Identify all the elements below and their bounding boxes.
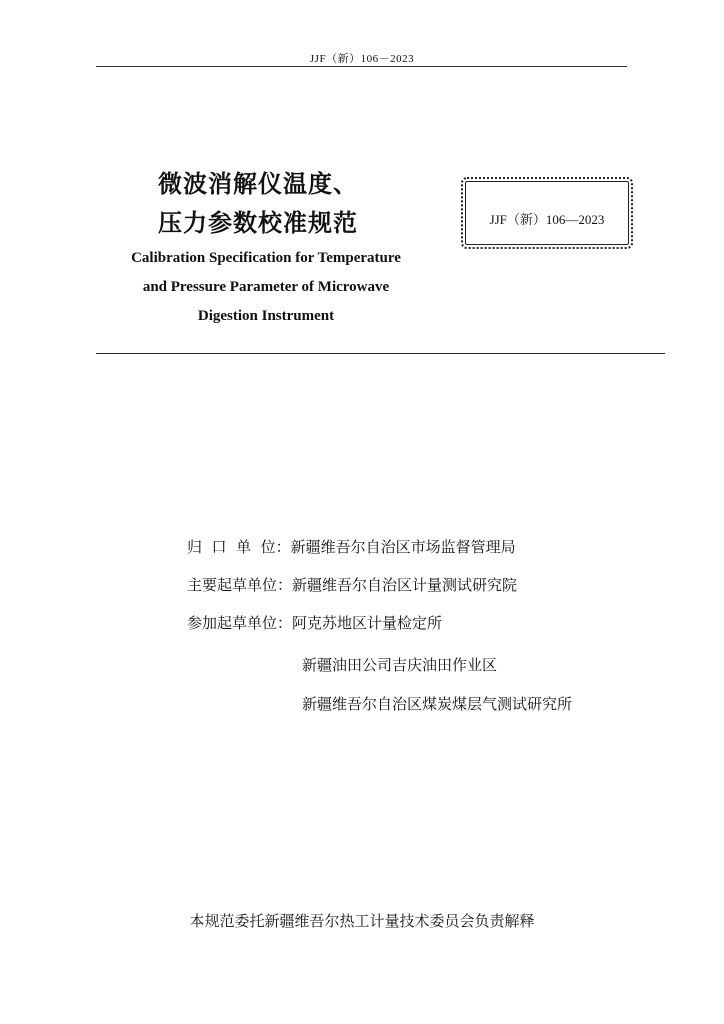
document-code-box xyxy=(461,177,633,249)
title-chinese-line-2: 压力参数校准规范 xyxy=(158,209,358,237)
header-document-code: JJF（新）106－2023 xyxy=(309,53,415,65)
title-english-line-1: Calibration Specification for Temperature xyxy=(131,250,401,266)
responsible-unit-value: 新疆维吾尔自治区市场监督管理局 xyxy=(290,538,516,556)
main-drafting-unit-label: 主要起草单位： xyxy=(187,576,293,594)
title-english-line-2: and Pressure Parameter of Microwave xyxy=(142,279,390,295)
interpretation-note: 本规范委托新疆维吾尔热工计量技术委员会负责解释 xyxy=(189,912,535,930)
title-english-line-3: Digestion Instrument xyxy=(197,308,335,324)
participating-unit-1: 阿克苏地区计量检定所 xyxy=(292,614,443,632)
info-row-responsible-unit xyxy=(187,536,516,557)
document-code-box-text: JJF（新）106—2023 xyxy=(489,212,605,227)
header-divider xyxy=(96,66,627,67)
info-row-participating-units xyxy=(187,612,442,633)
participating-unit-3: 新疆维吾尔自治区煤炭煤层气测试研究所 xyxy=(302,695,573,713)
info-row-main-drafting-unit xyxy=(187,574,517,595)
responsible-unit-label: 归 口 单 位： xyxy=(187,538,291,556)
participating-unit-2: 新疆油田公司吉庆油田作业区 xyxy=(302,656,498,674)
title-chinese-line-1: 微波消解仪温度、 xyxy=(158,170,358,198)
main-drafting-unit-value: 新疆维吾尔自治区计量测试研究院 xyxy=(292,576,518,594)
participating-units-label: 参加起草单位： xyxy=(187,614,293,632)
title-divider xyxy=(96,353,665,354)
